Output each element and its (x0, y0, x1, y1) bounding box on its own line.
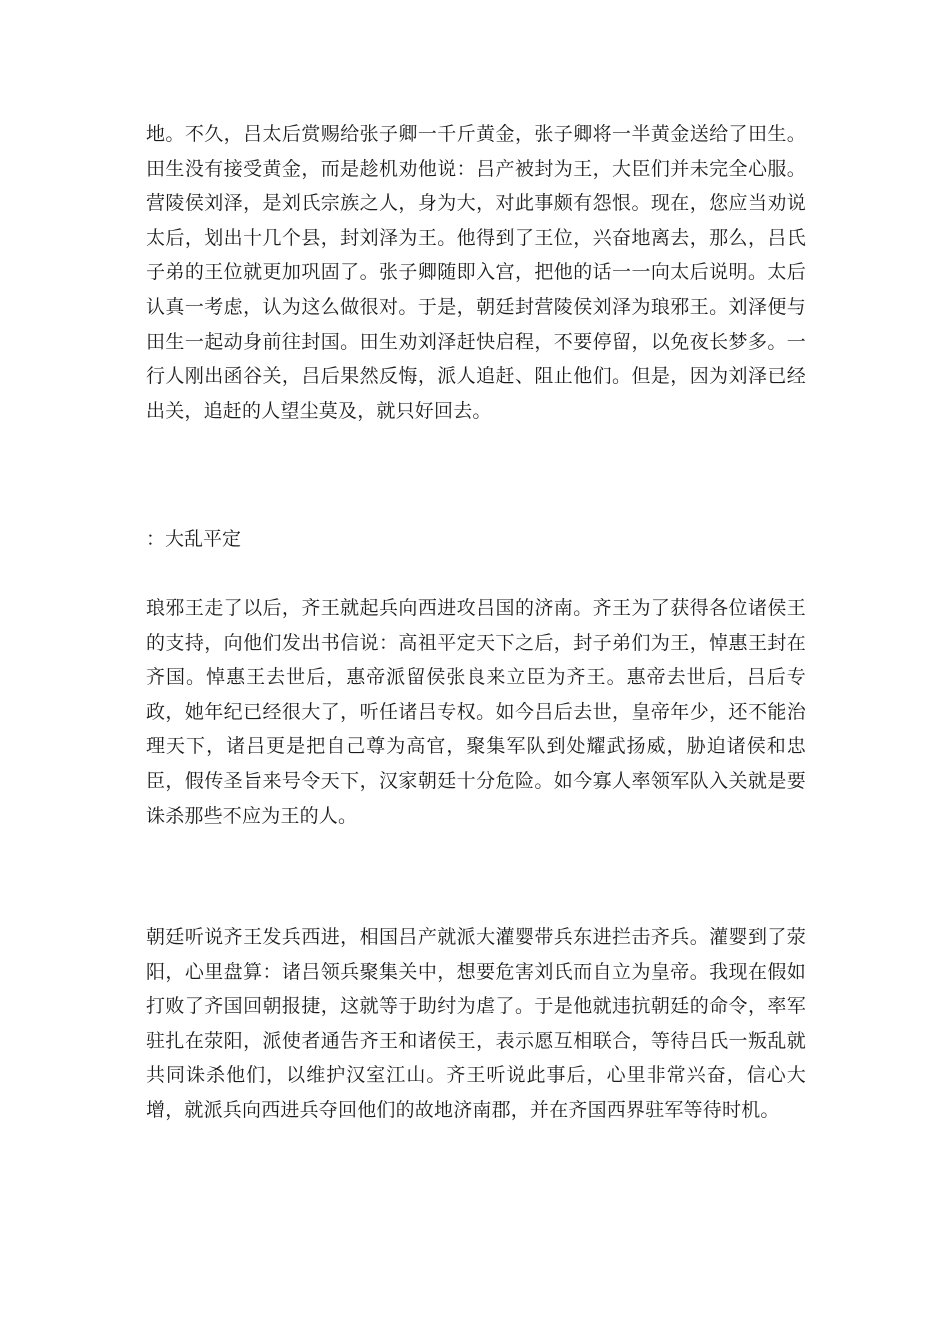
section-heading: ：大乱平定 (146, 528, 242, 550)
body-paragraph-2: 琅邪王走了以后，齐王就起兵向西进攻吕国的济南。齐王为了获得各位诸侯王的支持，向他们发出书信说：高祖平定天下之后，封子弟们为王，悼惠王封在齐国。悼惠王去世后，惠帝派留侯张良来立臣为齐王。惠帝去世后，吕后专政，她年纪已经很大了，听任诸吕专权。如今吕后去世，皇帝年少，还不能治理天下，诸吕更是把自己尊为高官，聚集军队到处耀武扬威，胁迫诸侯和忠臣，假传圣旨来号令天下，汉家朝廷十分危险。如今寡人率领军队入关就是要诛杀那些不应为王的人。 (146, 597, 806, 827)
body-paragraph-1: 地。不久，吕太后赏赐给张子卿一千斤黄金，张子卿将一半黄金送给了田生。田生没有接受黄金，而是趁机劝他说：吕产被封为王，大臣们并未完全心服。营陵侯刘泽，是刘氏宗族之人，身为大，对此事颇有怨恨。现在，您应当劝说太后，划出十几个县，封刘泽为王。他得到了王位，兴奋地离去，那么，吕氏子弟的王位就更加巩固了。张子卿随即入宫，把他的话一一向太后说明。太后认真一考虑，认为这么做很对。于是，朝廷封营陵侯刘泽为琅邪王。刘泽便与田生一起动身前往封国。田生劝刘泽赶快启程，不要停留，以免夜长梦多。一行人刚出函谷关，吕后果然反悔，派人追赶、阻止他们。但是，因为刘泽已经出关，追赶的人望尘莫及，就只好回去。 (146, 123, 806, 422)
body-paragraph-3: 朝廷听说齐王发兵西进，相国吕产就派大灌婴带兵东进拦击齐兵。灌婴到了荥阳，心里盘算：诸吕领兵聚集关中，想要危害刘氏而自立为皇帝。我现在假如打败了齐国回朝报捷，这就等于助纣为虐了。于是他就违抗朝廷的命令，率军驻扎在荥阳，派使者通告齐王和诸侯王，表示愿互相联合，等待吕氏一叛乱就共同诛杀他们，以维护汉室江山。齐王听说此事后，心里非常兴奋，信心大增，就派兵向西进兵夺回他们的故地济南郡，并在齐国西界驻军等待时机。 (146, 926, 806, 1121)
